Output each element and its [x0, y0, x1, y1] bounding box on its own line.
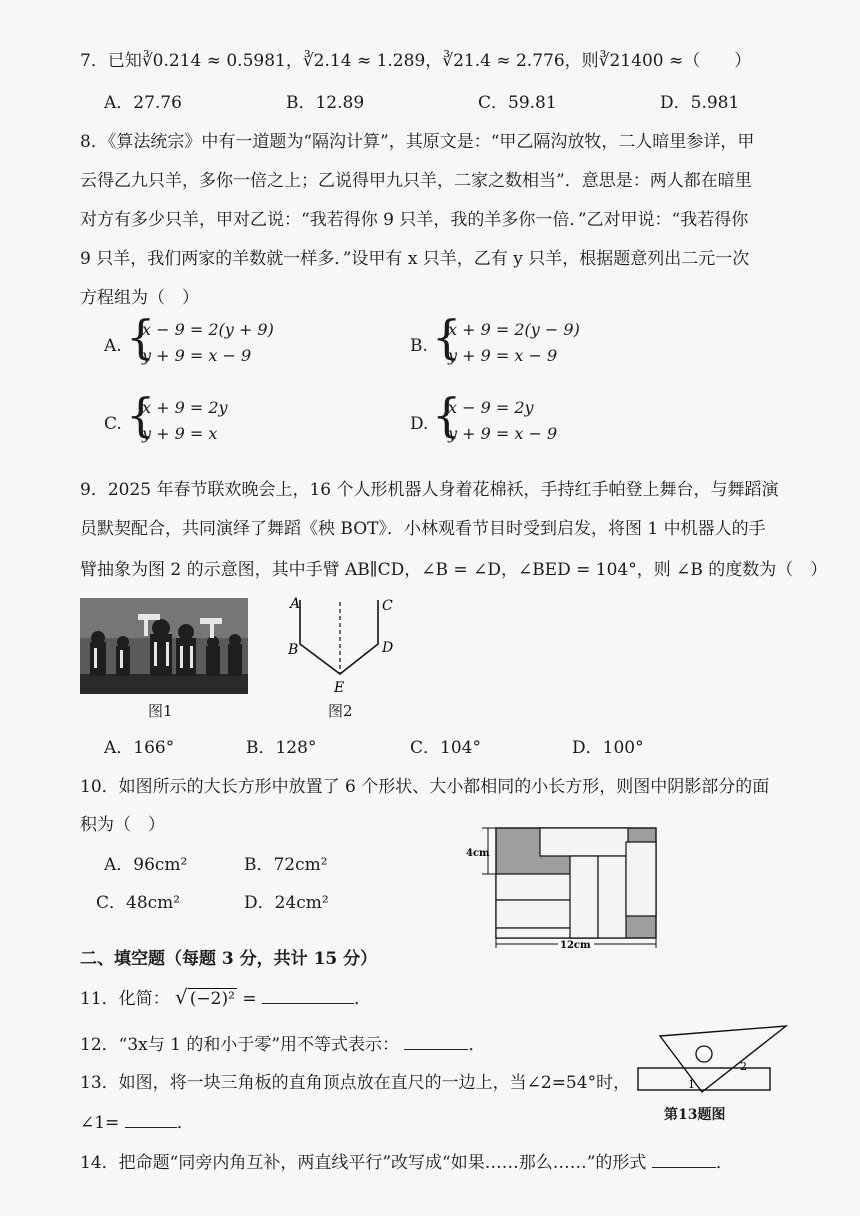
q9-figure-1-caption: 图1 — [148, 702, 173, 720]
q8-stem-line-4: 9 只羊，我们两家的羊数就一样多．”设甲有 x 只羊，乙有 y 只羊，根据题意列出二元一次 — [80, 249, 750, 269]
q13-figure-triangle-ruler — [632, 1022, 792, 1100]
q11-equals: = — [236, 989, 257, 1009]
q10-stem-line-2: 积为（ ） — [80, 815, 165, 835]
q8-option-a-label: A. — [104, 336, 122, 356]
q7-option-d: D．5.981 — [660, 93, 740, 113]
q10-option-c: C．48cm² — [96, 893, 181, 913]
q8-option-d-system — [432, 388, 612, 452]
q10-figure-rectangles — [462, 822, 662, 954]
arm-polyline — [300, 600, 378, 674]
q8-option-d-label: D. — [410, 414, 429, 434]
q12-stem — [80, 1030, 485, 1055]
point-label-b: B — [288, 642, 299, 658]
q8-option-b-system — [432, 310, 612, 374]
q10-stem-line-1: 10．如图所示的大长方形中放置了 6 个形状、大小都相同的小长方形，则图中阴影部分的面 — [80, 777, 770, 797]
small-rectangle-5 — [598, 856, 626, 938]
brace: { — [126, 388, 156, 442]
brace: { — [432, 310, 462, 364]
ruler-rectangle — [638, 1068, 770, 1090]
q11-answer-blank[interactable] — [262, 987, 354, 1004]
section-2-title: 二、填空题（每题 3 分，共计 15 分） — [80, 949, 378, 969]
q12-end: ． — [468, 1035, 486, 1055]
q9-option-a: A．166° — [104, 738, 175, 758]
q9-figure-2-caption: 图2 — [328, 702, 353, 720]
q8-option-c-label: C. — [104, 414, 122, 434]
q11-end: ． — [354, 989, 371, 1009]
small-rectangle-6 — [626, 842, 656, 916]
q8-stem-line-2: 云得乙九只羊，多你一倍之上；乙说得甲九只羊，二家之数相当”．意思是：两人都在暗里 — [80, 171, 752, 191]
q10-option-a: A．96cm² — [104, 855, 188, 875]
point-label-d: D — [382, 640, 394, 656]
q8-option-b-label: B. — [410, 336, 428, 356]
q8-stem-line-1: 8．《算法统宗》中有一道题为“隔沟计算”，其原文是：“甲乙隔沟放牧，二人暗里参详，甲 — [80, 132, 755, 152]
height-label: 4cm — [466, 848, 490, 859]
equation-1: x + 9 = 2(y − 9) — [448, 320, 580, 339]
width-label: 12cm — [560, 940, 591, 951]
q14-stem — [80, 1148, 733, 1173]
q9-option-d: D．100° — [572, 738, 644, 758]
sqrt-symbol: √ — [175, 985, 188, 1009]
robot-dance-photo — [80, 598, 248, 694]
q8-stem-line-3: 对方有多少只羊，甲对乙说：“我若得你 9 只羊，我的羊多你一倍．”乙对甲说：“我若得你 — [80, 210, 749, 230]
q13-end: ． — [176, 1113, 194, 1133]
brace: { — [126, 310, 156, 364]
q8-option-a-system — [126, 310, 306, 374]
equation-1: x + 9 = 2y — [142, 398, 228, 417]
q13-figure-caption: 第13题图 — [664, 1107, 726, 1123]
q9-stem-line-1: 9．2025 年春节联欢晚会上，16 个人形机器人身着花棉袄，手持红手帕登上舞台，与舞蹈演 — [80, 480, 779, 500]
angle-2-label: 2 — [740, 1060, 747, 1073]
q9-option-c: C．104° — [410, 738, 481, 758]
q13-stem-line-1: 13．如图，将一块三角板的直角顶点放在直尺的一边上，当∠2=54°时， — [80, 1073, 631, 1093]
q9-figure-2-diagram — [280, 592, 410, 702]
triangle-hole — [696, 1046, 712, 1062]
q11-stem — [80, 984, 371, 1009]
equation-2: y + 9 = x − 9 — [448, 346, 558, 365]
q7-option-a: A．27.76 — [104, 93, 182, 113]
small-rectangle-4 — [570, 856, 598, 938]
q9-figure-1-photo — [80, 598, 248, 694]
point-label-a: A — [290, 596, 301, 612]
brace: { — [432, 388, 462, 442]
point-label-e: E — [334, 680, 345, 696]
q10-option-d: D．24cm² — [244, 893, 329, 913]
q11-prefix: 11．化简： — [80, 989, 170, 1009]
q12-text: 12．“3x与 1 的和小于零”用不等式表示： — [80, 1035, 400, 1055]
q12-answer-blank[interactable] — [404, 1033, 468, 1050]
equation-2: y + 9 = x − 9 — [142, 346, 252, 365]
point-label-c: C — [382, 598, 393, 614]
q7-stem: 7．已知∛0.214 ≈ 0.5981，∛2.14 ≈ 1.289，∛21.4 ≈ 2.776，则∛21400 ≈（ ） — [80, 51, 752, 71]
equation-2: y + 9 = x − 9 — [448, 424, 558, 443]
q9-stem-line-3: 臂抽象为图 2 的示意图，其中手臂 AB∥CD，∠B = ∠D，∠BED = 104°，则 ∠B 的度数为（ ） — [80, 560, 828, 580]
q13-stem-line-2 — [80, 1108, 194, 1133]
q8-option-c-system — [126, 388, 306, 452]
triangle-set-square — [660, 1026, 786, 1092]
angle-1-label: 1 — [688, 1078, 695, 1091]
equation-2: y + 9 = x — [142, 424, 218, 443]
q14-end: ． — [715, 1153, 733, 1173]
equation-1: x − 9 = 2y — [448, 398, 534, 417]
q9-option-b: B．128° — [246, 738, 317, 758]
q10-option-b: B．72cm² — [244, 855, 328, 875]
small-rectangle-1 — [540, 828, 628, 856]
q11-radicand: (−2)² — [189, 989, 235, 1009]
q8-stem-line-5: 方程组为（ ） — [80, 288, 199, 308]
q7-option-c: C．59.81 — [478, 93, 557, 113]
q13-angle-label: ∠1= — [80, 1113, 120, 1133]
q14-text: 14．把命题“同旁内角互补，两直线平行”改写成“如果……那么……”的形式 — [80, 1153, 647, 1173]
q13-answer-blank[interactable] — [125, 1111, 177, 1128]
q9-stem-line-2: 员默契配合，共同演绎了舞蹈《秧 BOT》．小林观看节目时受到启发，将图 1 中机器人的手 — [80, 519, 766, 539]
q7-option-b: B．12.89 — [286, 93, 365, 113]
q14-answer-blank[interactable] — [652, 1151, 716, 1168]
equation-1: x − 9 = 2(y + 9) — [142, 320, 274, 339]
